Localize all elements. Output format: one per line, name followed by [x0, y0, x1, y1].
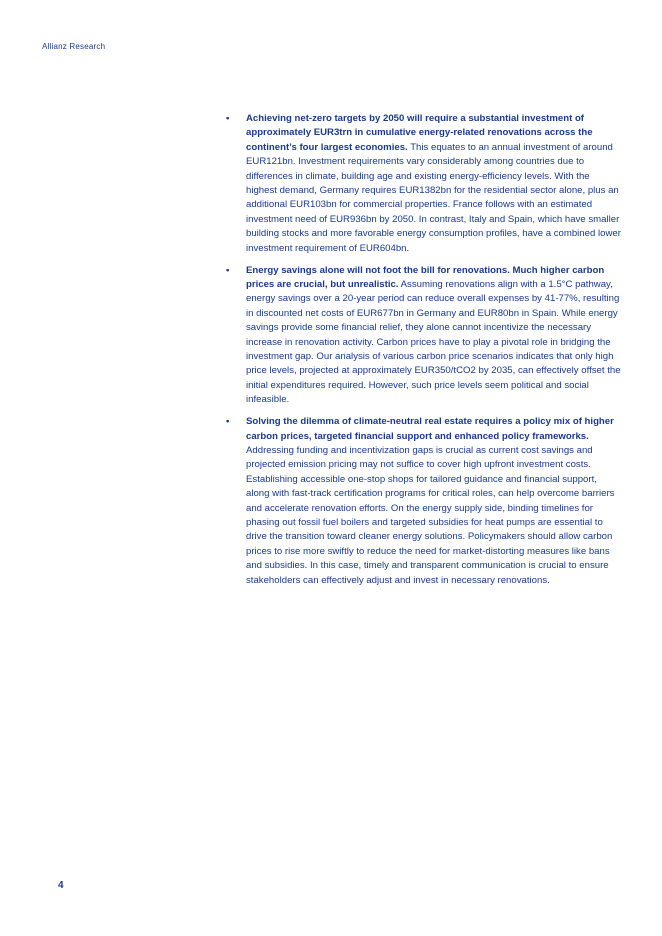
bullet-icon: • [226, 416, 230, 428]
bullet-body-text: This equates to an annual investment of around EUR121bn. Investment requirements vary considerably among countries due to differences in climate, building age and existing energy-efficiency levels. With the highest demand, Germany requires EUR1382bn for the residential sector alone, plus an additional EUR103bn for commercial properties. France follows with an estimated investment need of EUR936bn by 2050. In contrast, Italy and Spain, which have smaller building stocks and more favorable energy consumption profiles, have a combined lower investment requirement of EUR604bn. [246, 141, 621, 254]
bullet-icon: • [226, 264, 230, 276]
bullet-lead-text: Achieving net-zero targets by 2050 will require a substantial investment of approximately EUR3trn in cumulative energy-related renovations across the continent’s four largest economies. [246, 113, 593, 153]
list-item [226, 264, 622, 408]
main-content [226, 112, 622, 596]
bullet-icon: • [226, 113, 230, 124]
bullet-body-text: Assuming renovations align with a 1.5°C pathway, energy savings over a 20-year period can reduce overall expenses by 41-77%, resulting in discounted net costs of EUR677bn in Germany and EUR80bn in Spain. While energy savings provide some financial relief, they alone cannot incentivize the necessary increase in renovation activity. Carbon prices have to play a pivotal role in bridging the investment gap. Our analysis of various carbon price scenarios indicates that only high price levels, projected at approximately EUR350/tCO2 by 2035, can effectively offset the initial expenditures required. However, such price levels seem political and social infeasible. [246, 278, 621, 406]
bullet-lead-text: Energy savings alone will not foot the bill for renovations. Much higher carbon prices are crucial, but unrealistic. [246, 264, 605, 290]
list-item [226, 112, 622, 256]
header-label: Allianz Research [42, 42, 106, 51]
page-number: 4 [58, 880, 64, 891]
list-item [226, 415, 622, 588]
bullet-lead-text: Solving the dilemma of climate-neutral real estate requires a policy mix of higher carbon prices, targeted financial support and enhanced policy frameworks. [246, 416, 614, 442]
bullet-body-text: Addressing funding and incentivization gaps is crucial as current cost savings and projected emission pricing may not suffice to cover high upfront investment costs. Establishing accessible one-stop shops for tailored guidance and financial support, along with fast-track certification programs for critical roles, can help overcome barriers and accelerate renovation efforts. On the energy supply side, binding timelines for phasing out fossil fuel boilers and targeted subsidies for heat pumps are essential to drive the transition toward cleaner energy solutions. Policymakers should allow carbon prices to rise more swiftly to reduce the need for market-distorting measures like bans and subsidies. In this case, timely and transparent communication is crucial to ensure stakeholders can effectively adjust and invest in necessary renovations. [246, 444, 615, 586]
key-findings-list [226, 112, 622, 588]
